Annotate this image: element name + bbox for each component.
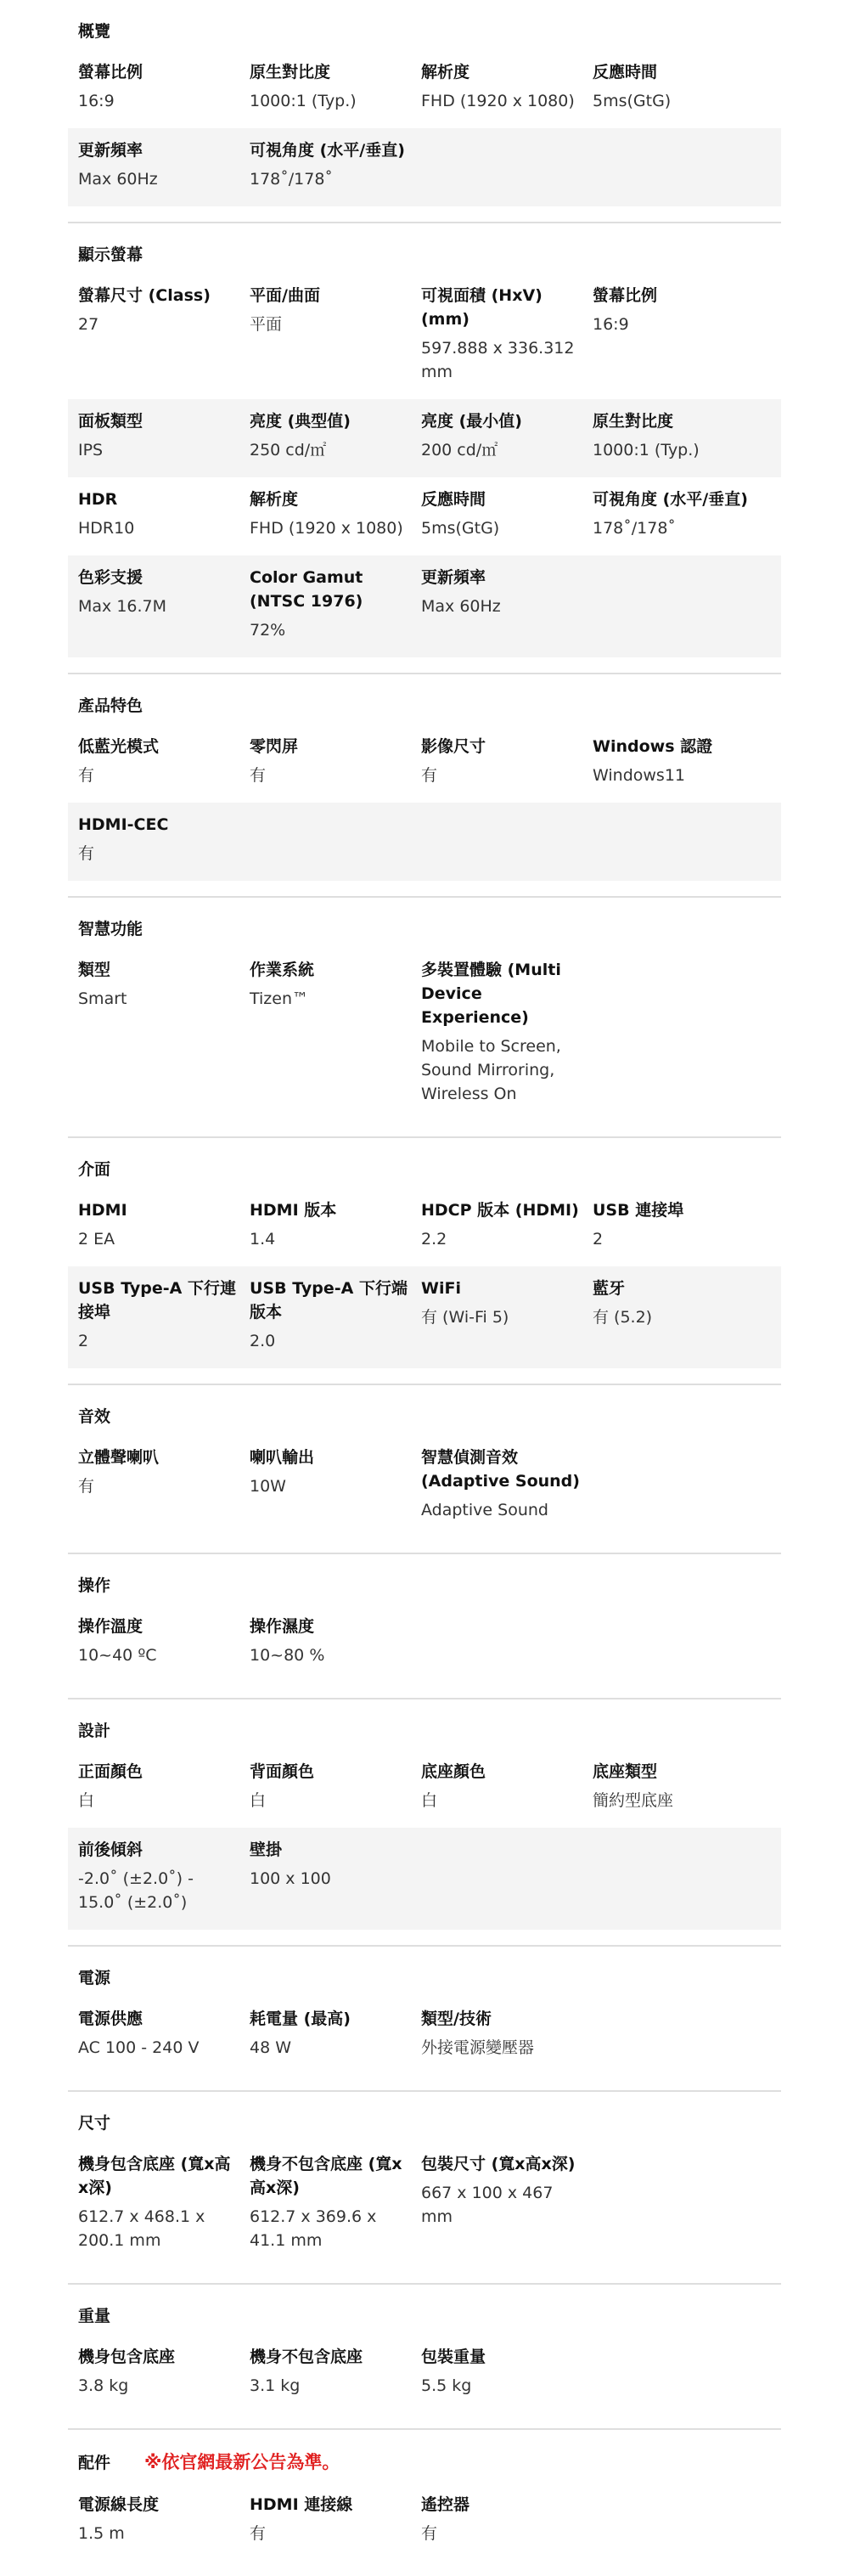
section-title: 產品特色 xyxy=(78,696,143,715)
spec-value: 有 xyxy=(78,766,95,785)
spec-label: 底座類型 xyxy=(593,1762,658,1781)
spec-item xyxy=(78,1615,250,1667)
spec-item xyxy=(78,813,250,865)
section-title: 顯示螢幕 xyxy=(78,245,143,264)
section-title: 尺寸 xyxy=(78,2114,111,2133)
section-header xyxy=(68,2449,781,2474)
spec-value: 有 xyxy=(250,766,267,785)
spec-label: 類型/技術 xyxy=(421,2010,492,2028)
spec-value: 48 W xyxy=(250,2038,292,2057)
spec-label: 原生對比度 xyxy=(250,63,331,82)
spec-section xyxy=(68,2090,781,2283)
spec-item xyxy=(78,138,250,191)
spec-value: FHD (1920 x 1080) xyxy=(250,519,403,538)
spec-value: IPS xyxy=(78,441,104,459)
spec-item xyxy=(78,2493,250,2545)
spec-label: 更新頻率 xyxy=(421,568,486,587)
spec-label: 電源供應 xyxy=(78,2010,143,2028)
spec-item xyxy=(250,2345,421,2398)
spec-item xyxy=(250,60,421,113)
spec-value: 16:9 xyxy=(593,315,629,334)
spec-item xyxy=(78,1198,250,1251)
spec-row xyxy=(68,803,781,881)
section-header xyxy=(68,2111,781,2134)
spec-row xyxy=(68,477,781,555)
section-header xyxy=(68,1157,781,1180)
spec-label: 立體聲喇叭 xyxy=(78,1448,160,1467)
spec-value: 3.8 kg xyxy=(78,2376,129,2395)
spec-value: 3.1 kg xyxy=(250,2376,301,2395)
spec-value: 5ms(GtG) xyxy=(593,92,672,110)
spec-label: 影像尺寸 xyxy=(421,737,486,756)
spec-label: 反應時間 xyxy=(421,490,486,509)
spec-item xyxy=(250,958,421,1106)
section-title: 智慧功能 xyxy=(78,920,143,939)
spec-section xyxy=(68,1136,781,1384)
spec-value: 2.2 xyxy=(421,1230,447,1249)
spec-label: 螢幕比例 xyxy=(78,63,143,82)
spec-item xyxy=(78,2345,250,2398)
spec-row xyxy=(68,128,781,206)
section-title: 配件 xyxy=(78,2454,111,2472)
spec-item xyxy=(78,1838,250,1914)
spec-value: 1000:1 (Typ.) xyxy=(593,441,700,459)
spec-section xyxy=(68,2283,781,2428)
spec-section xyxy=(68,1698,781,1945)
section-header xyxy=(68,242,781,265)
spec-value: 72% xyxy=(250,621,286,640)
spec-label: 反應時間 xyxy=(593,63,658,82)
spec-row xyxy=(68,1750,781,1828)
spec-value: AC 100 - 240 V xyxy=(78,2038,200,2057)
spec-value: 178˚/178˚ xyxy=(250,170,333,189)
spec-label: 面板類型 xyxy=(78,412,143,431)
spec-item xyxy=(421,60,593,113)
spec-label: HDCP 版本 (HDMI) xyxy=(421,1201,579,1220)
spec-value: 白 xyxy=(421,1791,438,1810)
spec-label: 原生對比度 xyxy=(593,412,674,431)
section-header xyxy=(68,1718,781,1741)
spec-item xyxy=(78,488,250,540)
spec-label: 壁掛 xyxy=(250,1840,283,1859)
section-title: 電源 xyxy=(78,1969,111,1987)
section-header xyxy=(68,1404,781,1427)
spec-value: 白 xyxy=(250,1791,267,1810)
spec-value: 2 xyxy=(593,1230,604,1249)
spec-label: WiFi xyxy=(421,1279,461,1298)
spec-label: 螢幕尺寸 (Class) xyxy=(78,286,211,305)
spec-item xyxy=(78,284,250,384)
spec-item xyxy=(250,735,421,787)
spec-label: 解析度 xyxy=(421,63,470,82)
spec-row xyxy=(68,1604,781,1683)
spec-label: USB 連接埠 xyxy=(593,1201,684,1220)
spec-row xyxy=(68,555,781,657)
spec-value: 有 xyxy=(250,2524,267,2543)
spec-row xyxy=(68,399,781,477)
spec-label: 藍牙 xyxy=(593,1279,626,1298)
spec-item xyxy=(421,958,593,1106)
spec-row xyxy=(68,948,781,1121)
spec-value: 外接電源變壓器 xyxy=(421,2038,535,2057)
spec-item xyxy=(593,409,791,462)
spec-value: 612.7 x 369.6 x 41.1 mm xyxy=(250,2207,377,2250)
spec-label: 喇叭輸出 xyxy=(250,1448,315,1467)
spec-label: 亮度 (典型值) xyxy=(250,412,351,431)
spec-label: 螢幕比例 xyxy=(593,286,658,305)
spec-item xyxy=(421,1760,593,1812)
spec-row xyxy=(68,2483,781,2561)
spec-label: 多裝置體驗 (Multi Device Experience) xyxy=(421,961,561,1027)
spec-value: Smart xyxy=(78,989,127,1008)
spec-item xyxy=(250,1277,421,1353)
spec-row xyxy=(68,1435,781,1537)
spec-value: Tizen™ xyxy=(250,989,309,1008)
spec-item xyxy=(78,409,250,462)
spec-label: 前後傾斜 xyxy=(78,1840,143,1859)
spec-value: 2 EA xyxy=(78,1230,115,1249)
spec-item xyxy=(421,488,593,540)
section-note: ※依官網最新公告為準。 xyxy=(144,2452,340,2472)
spec-item xyxy=(250,1838,421,1914)
spec-value: Mobile to Screen, Sound Mirroring, Wireless On xyxy=(421,1037,561,1103)
spec-section xyxy=(68,0,781,222)
spec-item xyxy=(421,284,593,384)
spec-value: Max 60Hz xyxy=(78,170,158,189)
spec-label: 機身包含底座 xyxy=(78,2348,176,2366)
spec-value: 有 xyxy=(421,2524,438,2543)
section-title: 設計 xyxy=(78,1722,111,1740)
spec-label: 包裝尺寸 (寬x高x深) xyxy=(421,2155,576,2173)
spec-label: 操作溫度 xyxy=(78,1617,143,1636)
spec-value: 1.5 m xyxy=(78,2524,125,2543)
spec-item xyxy=(78,1760,250,1812)
spec-value: Max 16.7M xyxy=(78,597,167,616)
spec-row xyxy=(68,724,781,803)
spec-item xyxy=(421,735,593,787)
spec-row xyxy=(68,1997,781,2075)
spec-label: USB Type-A 下行端版本 xyxy=(250,1279,408,1322)
spec-value: 有 xyxy=(78,1477,95,1496)
spec-label: 解析度 xyxy=(250,490,299,509)
spec-value: 16:9 xyxy=(78,92,115,110)
spec-row xyxy=(68,1266,781,1368)
spec-item xyxy=(78,1446,250,1522)
spec-value: 白 xyxy=(78,1791,95,1810)
spec-label: 亮度 (最小值) xyxy=(421,412,522,431)
spec-item xyxy=(421,409,593,462)
spec-value: 10~40 ºC xyxy=(78,1646,157,1665)
spec-item xyxy=(593,1277,791,1353)
spec-label: 操作濕度 xyxy=(250,1617,315,1636)
spec-value: FHD (1920 x 1080) xyxy=(421,92,575,110)
section-title: 介面 xyxy=(78,1160,111,1179)
section-header xyxy=(68,1965,781,1988)
spec-label: 零閃屏 xyxy=(250,737,299,756)
spec-item xyxy=(250,2007,421,2060)
spec-item xyxy=(78,2152,250,2252)
spec-item xyxy=(593,488,791,540)
spec-section xyxy=(68,1553,781,1698)
spec-label: 機身不包含底座 xyxy=(250,2348,363,2366)
section-header xyxy=(68,2303,781,2326)
spec-value: 597.888 x 336.312 mm xyxy=(421,339,575,381)
spec-row xyxy=(68,50,781,128)
spec-value: 有 (5.2) xyxy=(593,1308,653,1327)
spec-item xyxy=(421,566,593,642)
spec-label: HDR xyxy=(78,490,118,509)
section-title: 重量 xyxy=(78,2307,111,2325)
spec-item xyxy=(250,488,421,540)
spec-section xyxy=(68,2428,781,2576)
spec-section xyxy=(68,1384,781,1553)
spec-item xyxy=(250,138,421,191)
spec-value: 有 xyxy=(421,766,438,785)
spec-label: HDMI 連接線 xyxy=(250,2495,353,2514)
spec-item xyxy=(421,1277,593,1353)
spec-item xyxy=(250,409,421,462)
spec-value: 有 (Wi-Fi 5) xyxy=(421,1308,509,1327)
spec-item xyxy=(250,1446,421,1522)
spec-value: 5.5 kg xyxy=(421,2376,472,2395)
spec-value: HDR10 xyxy=(78,519,135,538)
spec-item xyxy=(421,1446,593,1522)
spec-label: 機身不包含底座 (寬x高x深) xyxy=(250,2155,402,2197)
spec-item xyxy=(250,1198,421,1251)
spec-item xyxy=(593,284,791,384)
spec-item xyxy=(593,735,791,787)
spec-value: 2 xyxy=(78,1332,89,1350)
spec-item xyxy=(421,2345,593,2398)
spec-row xyxy=(68,1188,781,1266)
spec-section xyxy=(68,896,781,1136)
spec-label: 作業系統 xyxy=(250,961,315,979)
spec-label: 遙控器 xyxy=(421,2495,470,2514)
spec-item xyxy=(78,2007,250,2060)
section-header xyxy=(68,19,781,42)
spec-row xyxy=(68,2142,781,2268)
spec-value: 1000:1 (Typ.) xyxy=(250,92,357,110)
spec-value: 612.7 x 468.1 x 200.1 mm xyxy=(78,2207,205,2250)
spec-label: 電源線長度 xyxy=(78,2495,160,2514)
spec-label: 可視角度 (水平/垂直) xyxy=(250,141,405,160)
spec-label: 類型 xyxy=(78,961,111,979)
section-header xyxy=(68,693,781,716)
spec-label: Windows 認證 xyxy=(593,737,713,756)
section-title: 操作 xyxy=(78,1576,111,1595)
spec-item xyxy=(78,1277,250,1353)
spec-item xyxy=(250,2493,421,2545)
spec-label: 背面顏色 xyxy=(250,1762,315,1781)
spec-item xyxy=(593,60,791,113)
spec-value: 10~80 % xyxy=(250,1646,325,1665)
spec-item xyxy=(421,2152,593,2252)
spec-value: 10W xyxy=(250,1477,286,1496)
spec-item xyxy=(78,958,250,1106)
spec-value: 平面 xyxy=(250,315,283,334)
spec-item xyxy=(78,60,250,113)
spec-item xyxy=(250,566,421,642)
spec-value: Max 60Hz xyxy=(421,597,501,616)
spec-label: USB Type-A 下行連接埠 xyxy=(78,1279,236,1322)
spec-item xyxy=(421,2007,593,2060)
spec-item xyxy=(250,2152,421,2252)
spec-item xyxy=(78,735,250,787)
spec-value: 200 cd/㎡ xyxy=(421,441,498,459)
spec-label: 平面/曲面 xyxy=(250,286,320,305)
spec-value: Adaptive Sound xyxy=(421,1501,548,1519)
spec-label: HDMI 版本 xyxy=(250,1201,337,1220)
spec-row xyxy=(68,1828,781,1930)
spec-section xyxy=(68,222,781,673)
spec-value: -2.0˚ (±2.0˚) - 15.0˚ (±2.0˚) xyxy=(78,1869,194,1912)
spec-item xyxy=(250,284,421,384)
spec-section xyxy=(68,1945,781,2090)
spec-value: 250 cd/㎡ xyxy=(250,441,327,459)
spec-item xyxy=(78,566,250,642)
spec-value: 有 xyxy=(78,844,95,863)
spec-row xyxy=(68,273,781,399)
spec-value: 100 x 100 xyxy=(250,1869,331,1888)
spec-value: 178˚/178˚ xyxy=(593,519,676,538)
spec-label: HDMI-CEC xyxy=(78,815,169,834)
spec-item xyxy=(421,2493,593,2545)
spec-label: Color Gamut (NTSC 1976) xyxy=(250,568,363,611)
section-header xyxy=(68,1573,781,1596)
spec-label: 可視角度 (水平/垂直) xyxy=(593,490,748,509)
spec-item xyxy=(250,1760,421,1812)
spec-label: 低藍光模式 xyxy=(78,737,160,756)
spec-row xyxy=(68,2335,781,2413)
spec-label: HDMI xyxy=(78,1201,127,1220)
section-header xyxy=(68,916,781,939)
spec-label: 正面顏色 xyxy=(78,1762,143,1781)
spec-item xyxy=(421,1198,593,1251)
spec-label: 智慧偵測音效 (Adaptive Sound) xyxy=(421,1448,580,1491)
spec-value: 簡約型底座 xyxy=(593,1791,674,1810)
spec-value: Windows11 xyxy=(593,766,685,785)
spec-item xyxy=(593,1760,791,1812)
spec-sheet xyxy=(68,0,781,2576)
spec-label: 更新頻率 xyxy=(78,141,143,160)
spec-label: 可視面積 (HxV) (mm) xyxy=(421,286,543,329)
spec-label: 耗電量 (最高) xyxy=(250,2010,351,2028)
spec-label: 底座顏色 xyxy=(421,1762,486,1781)
spec-label: 包裝重量 xyxy=(421,2348,486,2366)
section-title: 概覽 xyxy=(78,22,111,41)
spec-value: 5ms(GtG) xyxy=(421,519,500,538)
spec-value: 667 x 100 x 467 mm xyxy=(421,2184,554,2226)
spec-label: 色彩支援 xyxy=(78,568,143,587)
spec-value: 2.0 xyxy=(250,1332,276,1350)
spec-section xyxy=(68,673,781,896)
spec-value: 27 xyxy=(78,315,99,334)
spec-label: 機身包含底座 (寬x高x深) xyxy=(78,2155,231,2197)
spec-item xyxy=(593,1198,791,1251)
spec-value: 1.4 xyxy=(250,1230,276,1249)
section-title: 音效 xyxy=(78,1407,111,1426)
spec-item xyxy=(250,1615,421,1667)
